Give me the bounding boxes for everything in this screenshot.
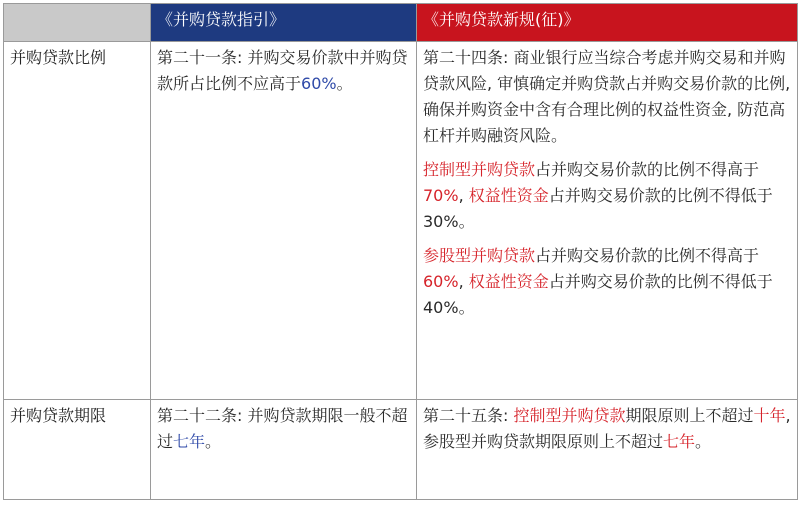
table-row: [4, 400, 798, 500]
minority-type-loan-term: 参股型并购贷款: [423, 246, 536, 265]
minority-ratio-cap: 60%: [423, 272, 459, 291]
comparison-frame: [3, 3, 797, 502]
old-ratio-text: 第二十一条: 并购交易价款中并购贷款所占比例不应高于: [157, 48, 408, 93]
control-ratio-text: 占并购交易价款的比例不得高于: [535, 160, 760, 179]
old-rule-ratio-cell: [151, 42, 417, 400]
old-rule-term-cell: [151, 400, 417, 500]
old-term-value: 七年: [173, 432, 206, 451]
new-term-minority-years: 七年: [663, 432, 696, 451]
control-sep: ,: [458, 186, 469, 205]
new-term-text-2: , 参股型并购贷款期限原则上不超过: [423, 406, 791, 451]
new-term-control-years: 十年: [753, 406, 786, 425]
equity-fund-term: 权益性资金: [468, 186, 549, 205]
minority-equity-text: 占并购交易价款的比例不得低于40%。: [423, 272, 773, 317]
header-new-rule: 《并购贷款新规(征)》: [417, 4, 798, 42]
equity-fund-term-2: 权益性资金: [468, 272, 549, 291]
new-rule-ratio-cell: [417, 42, 798, 400]
minority-ratio-text: 占并购交易价款的比例不得高于: [535, 246, 760, 265]
new-term-end: 。: [695, 432, 712, 451]
control-type-loan-term: 控制型并购贷款: [423, 160, 536, 179]
new-ratio-minority-para: [423, 243, 791, 321]
row-label-ratio: 并购贷款比例: [4, 42, 151, 400]
minority-sep: ,: [458, 272, 469, 291]
comparison-table: [3, 3, 798, 500]
header-old-rule: 《并购贷款指引》: [151, 4, 417, 42]
header-corner-cell: [4, 4, 151, 42]
new-term-article: 第二十五条:: [423, 406, 514, 425]
new-term-control-loan: 控制型并购贷款: [513, 406, 626, 425]
new-rule-term-cell: [417, 400, 798, 500]
old-ratio-value: 60%: [301, 74, 337, 93]
new-term-text-1: 期限原则上不超过: [625, 406, 754, 425]
old-term-text: 第二十二条: 并购贷款期限一般不超过: [157, 406, 408, 451]
table-row: [4, 42, 798, 400]
old-term-end: 。: [205, 432, 222, 451]
new-ratio-control-para: [423, 157, 791, 235]
control-ratio-cap: 70%: [423, 186, 459, 205]
control-equity-text: 占并购交易价款的比例不得低于30%。: [423, 186, 773, 231]
header-row: [4, 4, 798, 42]
new-ratio-article: 第二十四条: 商业银行应当综合考虑并购交易和并购贷款风险, 审慎确定并购贷款占并购交易价款的比例, 确保并购资金中含有合理比例的权益性资金, 防范高杠杆并购融资风险。: [423, 48, 791, 145]
old-ratio-end: 。: [336, 74, 353, 93]
row-label-term: 并购贷款期限: [4, 400, 151, 500]
